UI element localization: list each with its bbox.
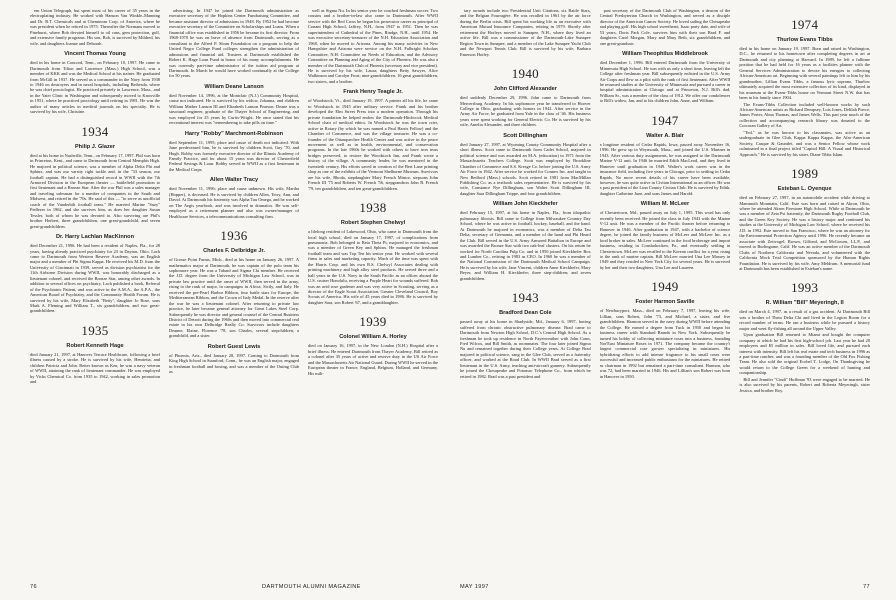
obituary-paragraph: died at his home in Nashville, Tenn., on February 17, 1997. Phil was born in Princeton, Kent., and came to Dartmouth from Central Memphis High. He majored in political science, was a member of Alpha Delta Phi and Sphinx, and was our varsity right tackle and, in the "33 season, our football captain. He had a distinguished record in WWII with the 7th Armored Division in the European theater — battlefield promotion to first lieutenant and a Bronze Star. After the war Phil was a sales manager and traveling salesman for a number of companies in the South and Midwest, and retired in the '70s. He said of this — "to serve as unofficial coach of the Vanderbilt football team." He married Marine "Suzy" Pedlezer in 1962, and she survives him, as does her daughter Susan Tessler, both of whom he was devoted to. Also surviving are Phil's brother Herbert, three grandchildren, one great-grandchild, and seven great-grandchildren. [30, 152, 160, 229]
issue-date: MAY 1997 [460, 584, 489, 590]
obituary-paragraph: died November 11, 1996; place and cause unknown. His wife, Martha (Hopper), is deceased. He is survived by children Allen, Terry, Ann, and David. At Dartmouth his fraternity was Alpha Tau Omega, and he worked on The Aegis yearbook, and was involved in dramatics. He was self-employed as a retirement planner and also was owner/manager of Healthcare Services, a telecommunications consulting firm. [169, 186, 299, 219]
obituary-paragraph: died on March 4, 1997, as a result of a gas accident. At Dartmouth Bill was a brother of Theta Delta Chi and lived in the Legion Room for a record number of terms. He ran a business while he pursued a history major and went fly-fishing all around the Upper Valley. [739, 309, 871, 331]
obituary-paragraph: of Newburyport, Mass., died on February 7, 1997, leaving his wife, Lillian, sons Robert, John '73, and Michael, a sister, and five grandchildren. Harmon served in the navy during WWII before attending the College. He earned a degree from Tuck in 1950 and began his business career with Standard Brands in New York. Subsequently he turned his hobby of collecting miniature roses into a business, founding Nor'East Miniature Roses in 1971. The company became the country's largest commercial rose grower specializing in miniatures. His hybridizing efforts to add intense fragrance to his small roses were successful and increased public enthusiasm for the miniatures. He retired as chairman in 1992 but remained a part-time consultant. Harmon, who was 72, had been married in 1946. His and Lillian's son Robert was born in Hanover in 1950. [599, 308, 731, 379]
column [169, 8, 299, 568]
obituary-name: Thurlow Evans Tibbs [776, 37, 833, 43]
obituary-name: John Clifford Alexander [493, 86, 557, 93]
obituary-paragraph: passed away at his home in Shadyside, Md., January 6, 1997, having suffered from chronic obstructive pulmonary disease. Brad came to Dartmouth from Newton High School, D.C.'s Central High School. As a freshman he took up residence in North Fayerweather with John Conn, Fred Wilcox, and Bill Smith, as roommates. The four later joined Sigma Nu and remained together during their College years. At College Brad majored in political science, sang in the Glee Club, served as a fraternity officer, and worked at the Road Club. In WWII Brad served as a first lieutenant in the U.S. Army, teaching anti-aircraft gunnery. Subsequently he joined the Chesapeake and Potomac Telephone Co., from which he retired in 1982. Brad was a past president and [460, 319, 591, 379]
class-year-heading: 1934 [81, 123, 109, 139]
class-year-heading: 1938 [359, 200, 387, 216]
obituary-name: Dr. Harry Lachlan MacKinnon [55, 234, 135, 241]
obituary-paragraph: a lifelong resident of Lakewood, Ohio, who came to Dartmouth from the local high school, died on January 17, 1997, of complications from pneumonia. Bob belonged to Beta Theta Pi, majored in economics, and was a member of Green Key and Sphinx. He managed the freshman football team and was Top Ten his senior year. He worked with several firms in sales and marketing capacity. Much of the time was spent with the Harris Corp. and his own R.S. Chelwyl Associates dealing with printing machinery and high alloy steel products. He served three and a half years in the U.S. Navy in the South Pacific as an officer aboard the U.S. cruiser Honolulu, receiving a Purple Heart for wounds suffered. Bob was an avid rose gardener and was very active in Scouting, serving as a director of the Eagle Scout Association, Greater Cleveland Council, Boy Scouts of America. His wife of 45 years died in 1986. He is survived by daughter Sara, son Robert '67, and a granddaughter. [308, 229, 438, 305]
page-number: 76 [30, 584, 38, 590]
obituary-name: William M. McLeer [640, 201, 690, 208]
obituary-name: Vincent Thomas Young [64, 51, 126, 58]
class-year-heading: 1936 [220, 228, 248, 244]
obituary-name: Esteban L. Oyenque [777, 186, 832, 193]
class-year-heading: 1940 [511, 66, 539, 82]
obituary-paragraph: of Grosse Point Farms, Mich., died at his home on January 26, 1997. A mathematics major at Dartmouth, he was captain of the polo team his sophomore year. He was a Tabard and Sigma Chi member. He received the J.D. degree from the University of Michigan Law School, was in private law practice until the onset of WWII, then served in the army, rising to the rank of major, in campaigns in Africa, Sicily, and Italy. He received the pre-Pearl Harbor Ribbon, four battle stars for Europe, the Mediterranean Ribbon, and the Crown of Italy Medal. In the reserve after the war he was a lieutenant colonel. After returning to private law practice, he later became general attorney for Great Lakes Steel Corp. Subsequently he was director and general counsel of the Central Business District of Detroit during the 1960s and then moved into commercial real estate in his own Delbridge Realty Co. Survivors include daughters Deanne, Elaine, Florence '78, son Charles, several stepchildren, a grandchild, and a sister. [169, 257, 299, 339]
magazine-title: DARTMOUTH ALUMNI MAGAZINE [262, 584, 361, 590]
obituary-name: R. William "Bill" Meyeringh, II [765, 300, 844, 307]
class-year-heading: 1935 [81, 322, 109, 338]
obituary-paragraph: well as Sigma Nu. In his senior year he coached freshman soccer. Two cousins and a brother-in-law also came to Dartmouth. After WWII service with the Red Cross he began his prosecutor career as principal of Conant High School, Jaffrey, N.H., from 1947 to 1951. Then he was superintendent of Cathedral of the Pines, Rindge, N.H., until 1954. He was executive secretary-treasurer of the N.H. Education Association and 1968, when he moved to Arizona. Among his many activities in New Hampshire and Arizona were service on the N.H. Fulbright Scholars Committee, N.H. Committee on Needs of Education, and the Advisory Committee on Planning and Aging of the City of Phoenix. He was also a member of the Dartmouth Club of Phoenix (secretary and vice president). He is survived by his wife, Laura; daughters Betty Sawyer, Alice Walkinson and Carolyn Frost; nine grandchildren, 16 great grandchildren, two sisters, and a brother. [308, 8, 438, 84]
obituary-paragraph: died January 27, 1997, at Wyoming County Community Hospital after a short illness. Scott came to Dartmouth from Cadet School, majored in political science and was awarded an M.A. (education) in 1971 from the Massachusetts Teachers College. Scott was employed by Brookline Chamber of Commerce and S.S. Kresge Co. before joining the U.S. Army Air Force in 1942. After service he worked for Connex Inc. and taught in New Bedford (Mass.) schools. Scott retired in 1981 from MacMillan Publishing Co. as a textbook sales representative. He is survived by his wife, Constance Nye Dillingham, son Walter Scott Dillingham III, daughter Sara Dillingham Trippe, and four grandchildren. [460, 141, 591, 196]
obituary-paragraph: Upon graduation Bill returned to Miami and bought the computer company at which he had his first high-school job. Last year he had 20 employees and $5 million in sales. Bill loved life, and pursued each interest with intensity. Bill left his real estate and tech business in 1996 as a part-time rancher, and was a founding member of the Old Fox Fishing Team. He also sold the original Ecobel T. Lodge, On Thanksgiving he would return to the College Green for a weekend of hunting and companionship. [739, 332, 871, 376]
obituary-paragraph: Bill and Jennifer "Cindi" Huffman '93 were engaged to be married. He is also survived by his parents, Robert and Roberta Meyeringh, sister Jessica, and brother Roy. [739, 376, 871, 393]
obituary-name: Harry "Robby" Marchmont-Robinson [184, 130, 284, 137]
obituary-paragraph: died in his home in Concord, Tenn., on February 10, 1997. He came to Dartmouth from Tilton and Lawrence (Mass.) High School, was a member of KKK and was the Medical School at his trainer. He graduated from McGill in 1937. He served as a commander in the Navy from 1938 to 1946 on destroyers and in naval hospitals, including Bethesda, where he was chief proctologist. He practiced privately in Lawrence, Mass., and in the Yater Clinic in Washington and subsequently moved to Knoxville in 1951, where he practiced proctology until retiring in 1981. He was the author of many articles in medical journals on his specialty. He is survived by his wife, Christine. [30, 60, 160, 115]
obituary-name: Colonel William A. Horley [339, 334, 407, 341]
class-year-heading: 1974 [791, 17, 819, 32]
obituary-name: Walter A. Blair [646, 132, 684, 139]
obituary-paragraph: died February 15, 1997, at his home in Naples, Fla., from idiopathic pulmonary fibrosis. Bill came to College from Milwaukee Country Day School, where he was active in football, hockey, baseball, and the band. At Dartmouth he majored in economics, was a member of Delta Tau Delta, secretary of Germania, and a member of the band and Phi Heard the Club. Bill served in the U.S. Army Armored Battalion in Europe and was awarded the Bronze Star with two oak-leaf clusters. On his return he worked for North Carolina Pulp Co. and in 1950 joined Kieckhefer Box and Lumber Co., retiring in 1983 as CEO. In 1960 he was a member of the National Commission of the Dartmouth Medical School Campaign. He is survived by his wife, Jane Vincent, children Anne Kieckhefer, Mary Beyer, and William H. Kieckhefer; three step-children; and seven grandchildren. [460, 210, 591, 281]
column [460, 8, 591, 568]
obituary-paragraph: The Evans-Tibbs Collection included well-known works by such African-American artists as Richard Dempsey, Lois Jones, Delilah Pierce, James Porter, Alma Thomas, and James Wells. This part year much of the collection and accompanying research library was donated to the Corcoran Gallery of Art. [739, 101, 871, 129]
obituary-paragraph: died September 11, 1995; place and cause of death not indicated. With June predeceased him, he is survived by children Scott, Guy '70, and Hugh. Robby was formerly executive director of the Illinois Academy of Family Practice, and for about 15 years was director of Chesterfield Federal Savings & Loan. Robby served in WWII as a first lieutenant in the Medical Corps. [169, 139, 299, 172]
obituary-paragraph: died suddenly December 29, 1996. John came to Dartmouth from Mercersburg Academy. In his sophomore year he transferred to Hoover College in Ohio, graduating with honors in 1942. After service in the Army Air Force, he graduated from Yale in the class of '46. His business years were spent working for General Electric Co. He is survived by his wife, Amelia Alexander, and three children. [460, 95, 591, 128]
class-year-heading: 1939 [359, 314, 387, 330]
obituary-paragraph: of Chestertown, Md., passed away on July 1, 1995. This word has only recently been received. He joined the class in July 1943 with the Marine V-12 unit. He was a member of the Pacific theater before returning to Hanover in 1946. After graduation in 1947, with a bachelor of science degree, he joined the family business of McLeer and McLeer Inc. as a food broker in sales. McLeer continued in the food brokerage and import business, residing in Conshohocken, Pa., and eventually settling in Chestertown. McLeer was recalled to the Korean conflict for a year, rising to the rank of marine captain. Bill McLeer married Una Lee Massey in 1949 and they resided in New York City for several years. He is survived by her and their two daughters, Una Lee and Laureen. [599, 210, 731, 270]
obituary-paragraph: "Ted," as he was known to his classmates, was active as an undergraduate in Glee Club, Kappa Kappa Kappa, the Afro-American Society, Casque & Gauntlet, and was a Senior Fellow whose work culminated in a final project titled "Capitol Hill: A Visual and Historical Approach." He is survived by his sister, Diane Tibbs Islam. [739, 129, 871, 157]
obituary-paragraph: advertising. In 1947 he joined the Dartmouth administration as executive secretary of the Hopkins Center Fundraising Committee, and became assistant director of admissions in 1948. By 1952 he had become executive secretary of the Committee on Scholarships and Loans. When a financial office was established in 1956 he became its first director. From 1968-1970 he was on leave of absence from Dartmouth, serving as a consultant to the Alfred P. Sloan Foundation on a program to help the United Negro College Fund colleges strengthen the administration of admissions and financial aid. Trustees at Dartmouth established the Robert K. Hage Loan Fund in honor of his many accomplishments. He was currently part-time administrator of the tuition aid program at Dartmouth. In March he would have worked continually at the College for 50 years. [169, 8, 299, 79]
column [739, 8, 870, 568]
obituary-name: William Theophilus Middlebrook [622, 51, 708, 58]
page-number: 77 [862, 584, 870, 590]
obituary-paragraph: died January 21, 1997, at Hanover Terrace Healthcare, following a brief illness caused by a stroke. He is survived by his wife, Henrietta, and children Patricia and John. Better known as Ken, he was a navy veteran of WWII, attaining the rank of lieutenant commander. He was employed by Vicks Chemical Co. from 1935 to 1942, working in sales promotion and [30, 351, 160, 385]
column [308, 8, 438, 568]
obituary-paragraph: died November 14, 1996, at the Montclair (N.J.) Community Hospital, cause not indicated. He is survived by his widow, Johanna, and children William Mather Lanson III and Elizabeth Lanson Pearson. Deane was a structural engineer, graduate of the Thayer School of Engineering, and was employed for 25 years by Curtis-Wright. He once stated that his recreational interest was "remembering to take pills on time." [169, 92, 299, 126]
obituary-name: Philip J. Glazer [74, 143, 116, 150]
obituary-paragraph: of Phoenix, Ariz., died January 28, 1997. Coming to Dartmouth from King High School in Stamford, Conn., he was an English major, engaged in freshman football and boxing, and was a member of the Outing Club as [169, 352, 299, 375]
obituary-paragraph: tary awards include two Presidential Unit Citations, six Battle Stars, and the Belgian Fourragère. He was recalled in 1961 by the air force during the Berlin crisis. Bill spent his working life as an executive with American Mutual Insurance Companies, retiring in 1979. Shortly after retirement the Horleys moved to Sunapee, N.H., where they lived an active life. Bill was a commissioner of the Dartmouth-Lake Sunapee Region Town in Sunapee, and a member of the Lake Sunapee Yacht Club and the Newport Tennis Club. Bill is survived by his wife, Barbara Emerson Horley. [460, 8, 591, 57]
class-year-heading: 1949 [651, 279, 679, 295]
obituary-paragraph: of Woodstock, Vt., died January 19, 1997. A printer all his life, he came to Woodstock in 1945 after military service. Frank and his brother developed the Elm Street Press into a modern operation. Through his private foundation he helped endow the Dartmouth-Hitchcock Medical School chair of medical ethics. In Woodstock he was the town crier, active in Rotary (by which he was named a Paul Harris Fellow) and the Chamber of Commerce, and was the village treasurer. He was a co-founder of the Ottauquechee Health Center and was active in the peace movement as well as in health, environmental, and conservation programs. In the late 1960s he worked with others to have iron truss bridges preserved, to restore the Woodstock Inn, and Frank wrote a history of the village. A community leader, he was mentored in the twentieth century. His efforts saved in creation of the Bert Lane printing shop as one of the exhibits of the Vermont Shelburne Museum. Survivors are his wife, Rhoda, stepdaughter Mary French Minior, stepsons John French III '75 and Roberts W. French '56, stepgrandson John B. French '79, ten grandchildren, and ten great-grandchildren. [308, 98, 438, 191]
column [600, 8, 731, 568]
obituary-paragraph: past secretary of the Dartmouth Club of Washington, a deacon of the Central Presbyterian Church in Washington, and served as a disciple director of the American Cancer Society. He loved sailing the Chesapeake and playing golf. His high school sweetheart, Isaac party date, and wife of 53 years, Doris Park Cole, survives him with their son Brad F. and daughters Carol Morgan, Mary and Mary Beth, six grandchildren, and one great-grandson. [599, 8, 731, 46]
obituary-name: Foster Harmon Saville [635, 299, 695, 306]
class-year-heading: 1989 [791, 166, 819, 182]
obituary-name: Robert Kenneth Hage [66, 342, 124, 349]
obituary-paragraph: a longtime resident of Cedar Rapids, Iowa, passed away November 16, 1996. He grew up in Weymouth, Mass., and joined the U.S. Marines in 1943. After various duty assignments, he was assigned to the Dartmouth Marine V-12 unit. In 1946 he married Edith MacLeod, and they lived in Hanover until graduation in 1949. Walter's work career was in the insurance field, including five years in Chicago, prior to settling in Cedar Rapids. No more recent details of his career have been available, however, he was quite active in Civitan International as an officer. He was a past president of the Linn County Civitan Club. He is survived by Edith, daughter Catherine June, and sons James and Harold. [599, 141, 731, 196]
class-year-heading: 1947 [651, 112, 679, 128]
obituary-paragraph: died on February 27, 1997, in an automobile accident while driving to Mammoth Mountain, Calif. Este was born and raised in Akron, Ohio, where he attended Akron Firestone High School. While at Dartmouth he was a member of Zeta Psi fraternity, the Dartmouth Rugby Football Club, and the Green Key Society. He was a history major and continued his studies at the University of Michigan Law School, where he received his J.D. in 1992. Este moved to San Francisco, where he was an attorney for the Environmental Protection Agency until 1996. He recently became an associate with Zeitvogel, Brown, Gilfond, and McGowen, LL.P., and moved to Burlingame, Calif. He was an active member of the Dartmouth Clubs of Northern California and Nevada, and volunteered with the California Mock Trial Competition sponsored by the Human Rights Foundation. He is survived by his wife, Amy Meldrum. A memorial fund at Dartmouth has been established in Esteban's name. [739, 195, 871, 271]
obituary-name: William Deane Lanson [204, 83, 264, 90]
obituary-paragraph: died December 21, 1996. He had been a resident of Naples, Fla., for 28 years, having already practiced psychiatry for 23 in Dayton, Ohio. Lach came to Dartmouth from Western Reserve Academy, was an English major and a member of Phi Sigma Kappa. He received his M.D. from the University of Cincinnati in 1939, served as division psychiatrist for the 11th Airborne Division during WWII, was honorably discharged as a lieutenant colonel, and received the Bronze Star, among other awards. In addition to several offices on psychiatry, Lach published a book, Referral of the Psychiatric Patient, and was active in the A.M.A., the A.P.A., the American Board of Psychiatry, and the Community Health Forum. He is survived by his wife, Mary Elizabeth "Betty", daughter Jo Rose, sons Mark A. Fleming and William T., six grandchildren, and two great-grandchildren. [30, 243, 160, 314]
obituary-paragraph: died in his home on January 19, 1997. Born and raised in Washington, D.C., he returned to his hometown after completing degrees in art at Dartmouth and city planning at Harvard. In 1989, he left a fulltime position that he had held for 16 years as a facilities planner with the General Services Administration to devote his energies to collecting African-American art. Beginning with several paintings left to him by his grandmother, Lillian Evans Tibbs, a famous lyric soprano, Thurlow ultimately acquired the most extensive collection of its kind, displayed in his museum at the Evans-Tibbs house on Vermont Street N.W. that has been in his family since 1904. [739, 46, 871, 101]
obituary-name: Scott Dillingham [503, 132, 548, 139]
obituary-name: William John Kieckhefer [493, 201, 558, 208]
obituary-name: Bradford Dean Cole [499, 310, 552, 317]
column [30, 8, 160, 568]
obituary-name: Robert Guest Lewis [207, 343, 261, 350]
obituary-paragraph: died December 1, 1996. Bill entered Dartmouth from the University of Minnesota High School. He was with us only a short time, leaving left the College after freshman year. Bill subsequently enlisted in the U.S. Army Air Corps and flew as a pilot with the rank of first lieutenant. After WWII he resumed studies at the University of Minnesota and pursued a career in hospital administration at Chicago and at Princeton, N.J. Bill's dad, William Sr., was a member of the class of 1912. We offer our condolences to Bill's widow, Jan, and to his children John, Anne, and William. [599, 60, 731, 104]
obituary-paragraph: died on January 16, 1997, in the New London (N.H.) Hospital after a brief illness. He entered Dartmouth from Thayer Academy. Bill retired as a colonel after 35 years of active and reserve duty in the US Air Force and the Massachusetts Air National Guard. During WWII he served in the European theater in France, England, Belgium, Holland, and Germany. His mili- [308, 343, 438, 376]
obituary-paragraph: em Union Telegraph, but spent most of his career of 35 years in the electroplating industry. He worked with Hanson Van Winkle–Manning and Dr. R.T. Chemicals and at Cheminom Corp. of America, where he was president when he retired in 1975. Thereafter the Normans moved to Pinehurst, where Bob devoted himself to oil cans, gem protection, golf, and extensive family programs. His son, Bob, is survived by Mildred, his wife, and daughters Joanne and Deborah. [30, 8, 160, 46]
class-year-heading: 1993 [791, 280, 819, 296]
obituary-name: Frank Henry Teagle Jr. [343, 89, 403, 96]
obituary-name: Charles F. Delbridge Jr. [203, 248, 265, 255]
right-page [448, 0, 896, 600]
class-year-heading: 1943 [511, 290, 539, 306]
obituary-name: Robert Stephen Chelwyl [340, 220, 406, 227]
obituary-name: Allen Walter Tracy [209, 177, 259, 184]
